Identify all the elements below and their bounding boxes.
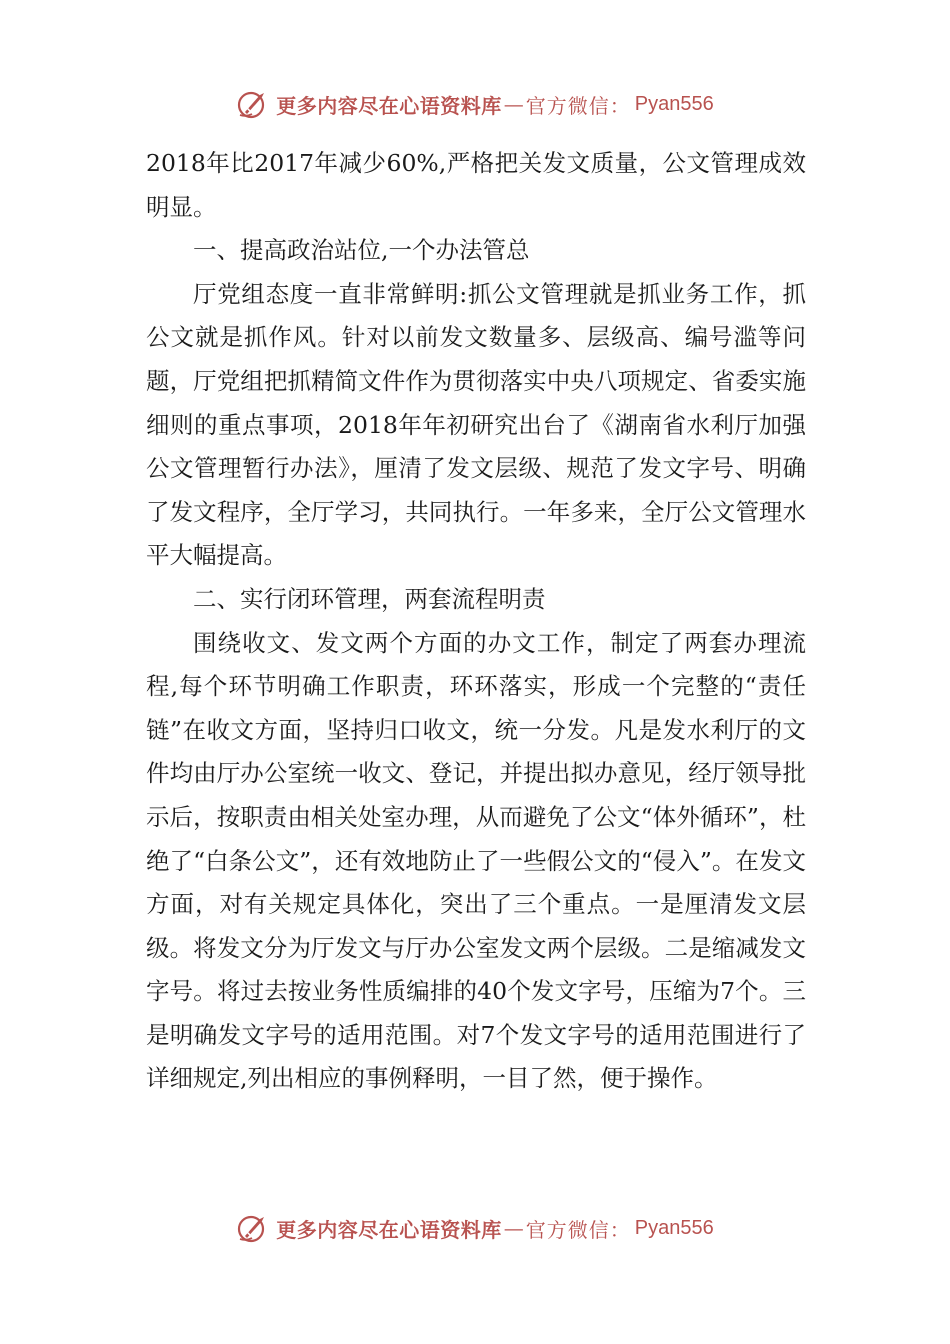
watermark-separator: —	[503, 1216, 524, 1240]
paragraph-section-1: 厅党组态度一直非常鲜明:抓公文管理就是抓业务工作，抓公文就是抓作风。针对以前发文数量多、层级高、编号滥等问题，厅党组把抓精简文件作为贯彻落实中央八项规定、省委实施细则的重点事项，2018年年初研究出台了《湖南省水利厅加强公文管理暂行办法》，厘清了发文层级、规范了发文字号、明确了发文程序，全厅学习，共同执行。一年多来，全厅公文管理水平大幅提高。	[146, 279, 806, 570]
quill-pen-logo-icon	[236, 87, 270, 121]
paragraph-continuation: 2018年比2017年减少60%,严格把关发文质量，公文管理成效明显。	[146, 149, 806, 221]
watermark-footer	[0, 1208, 950, 1248]
watermark-site-name: 更多内容尽在心语资料库	[276, 93, 502, 118]
watermark-wechat-label: 官方微信：	[525, 93, 631, 118]
section-heading-1: 一、提高政治站位,一个办法管总	[193, 236, 530, 265]
watermark-site-name: 更多内容尽在心语资料库	[276, 1217, 502, 1242]
watermark-wechat-account: Pyan556	[634, 1216, 714, 1239]
watermark-header	[0, 84, 950, 124]
watermark-separator: —	[503, 92, 524, 116]
quill-pen-logo-icon	[236, 1211, 270, 1245]
watermark-wechat-account: Pyan556	[634, 92, 714, 115]
section-heading-2: 二、实行闭环管理，两套流程明责	[193, 584, 546, 613]
document-body	[146, 142, 806, 1101]
watermark-wechat-label: 官方微信：	[525, 1217, 631, 1242]
paragraph-section-2: 围绕收文、发文两个方面的办文工作，制定了两套办理流程,每个环节明确工作职责，环环落实，形成一个完整的“责任链”在收文方面，坚持归口收文，统一分发。凡是发水利厅的文件均由厅办公室统一收文、登记，并提出拟办意见，经厅领导批示后，按职责由相关处室办理，从而避免了公文“体外循环”，杜绝了“白条公文”，还有效地防止了一些假公文的“侵入”。在发文方面，对有关规定具体化，突出了三个重点。一是厘清发文层级。将发文分为厅发文与厅办公室发文两个层级。二是缩减发文字号。将过去按业务性质编排的40个发文字号，压缩为7个。三是明确发文字号的适用范围。对7个发文字号的适用范围进行了详细规定,列出相应的事例释明，一目了然，便于操作。	[146, 628, 806, 1093]
